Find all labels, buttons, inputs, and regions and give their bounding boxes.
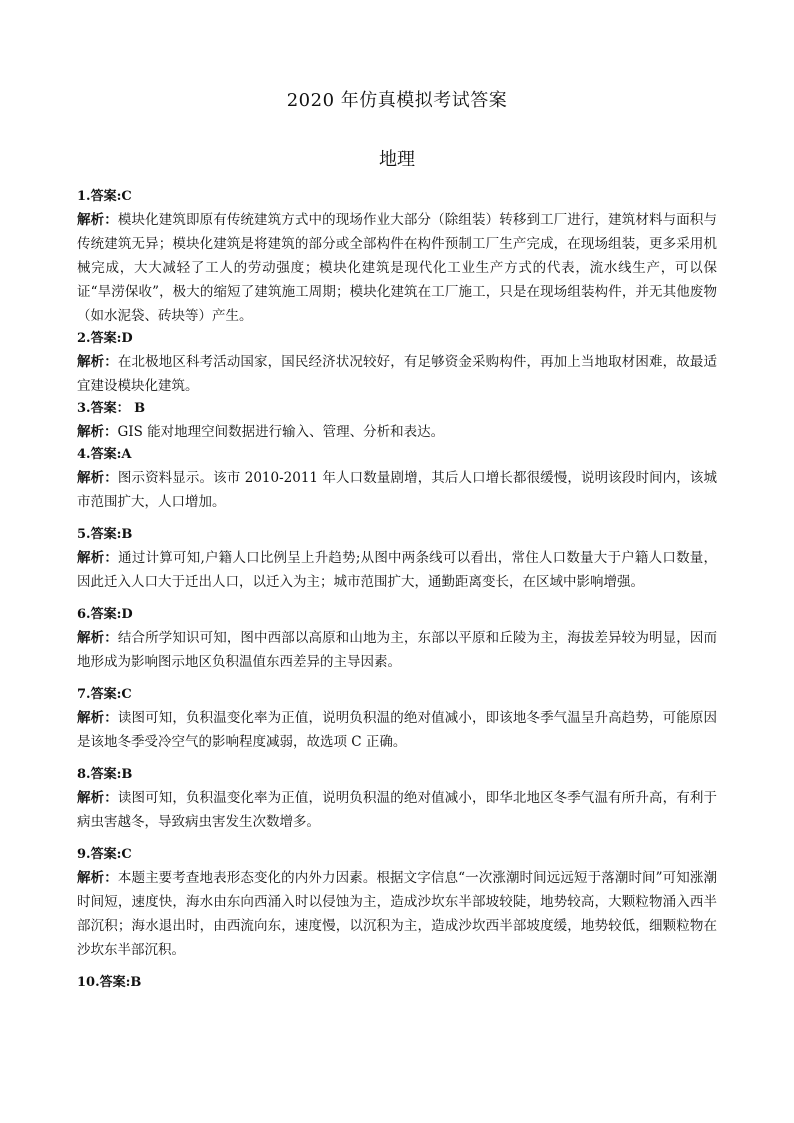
- subject-heading: 地理: [379, 149, 415, 170]
- analysis-label: 解析：: [77, 870, 118, 886]
- explanation: [77, 208, 717, 328]
- answer-line: 5.答案:B: [77, 527, 133, 542]
- explanation: [77, 706, 717, 754]
- question-9: [77, 844, 717, 962]
- analysis-label: 解析：: [77, 470, 118, 486]
- explanation-text: GIS 能对地理空间数据进行输入、管理、分析和表达。: [117, 424, 445, 440]
- answer-list: [77, 186, 717, 994]
- explanation-text: 在北极地区科考活动国家，国民经济状况较好，有足够资金采购构件，再加上当地取材困难，故最适宜建设模块化建筑。: [77, 354, 717, 394]
- answer-line: 7.答案:C: [77, 687, 132, 702]
- question-7: [77, 684, 717, 754]
- explanation-text: 通过计算可知,户籍人口比例呈上升趋势;从图中两条线可以看出，常住人口数量大于户籍人口数量，因此迁入人口大于迁出人口，以迁入为主；城市范围扩大，通勤距离变长，在区域中影响增强。: [77, 550, 718, 590]
- answer-line: 6.答案:D: [77, 607, 133, 622]
- explanation: [77, 546, 717, 594]
- explanation: [77, 466, 717, 514]
- analysis-label: 解析：: [77, 790, 118, 806]
- question-2: [77, 328, 717, 398]
- analysis-label: 解析：: [77, 630, 118, 646]
- page-title: 2020 年仿真模拟考试答案: [286, 90, 508, 111]
- explanation: [77, 866, 717, 962]
- analysis-label: 解析：: [77, 710, 118, 726]
- answer-line: 1.答案:C: [77, 189, 132, 204]
- explanation: [77, 626, 717, 674]
- question-6: [77, 604, 717, 674]
- answer-line: 9.答案:C: [77, 847, 132, 862]
- analysis-label: 解析：: [77, 424, 118, 440]
- explanation-text: 读图可知，负积温变化率为正值，说明负积温的绝对值减小，即该地冬季气温呈升高趋势，可能原因是该地冬季受冷空气的影响程度减弱，故选项 C 正确。: [77, 710, 717, 750]
- question-10: [77, 972, 717, 994]
- analysis-label: 解析：: [77, 550, 119, 566]
- explanation-text: 结合所学知识可知，图中西部以高原和山地为主，东部以平原和丘陵为主，海拔差异较为明显，因而地形成为影响图示地区负积温值东西差异的主导因素。: [77, 630, 717, 670]
- answer-line: 3.答案： B: [77, 401, 146, 416]
- explanation-text: 读图可知，负积温变化率为正值，说明负积温的绝对值减小，即华北地区冬季气温有所升高，有利于病虫害越冬，导致病虫害发生次数增多。: [77, 790, 717, 830]
- answer-line: 2.答案:D: [77, 331, 133, 346]
- explanation-text: 模块化建筑即原有传统建筑方式中的现场作业大部分（除组装）转移到工厂进行，建筑材料与面积与传统建筑无异；模块化建筑是将建筑的部分或全部构件在构件预制工厂生产完成，在现场组装，更多采用机械完成，大大减轻了工人的劳动强度；模块化建筑是现代化工业生产方式的代表，流水线生产，可以保证“旱涝保收”，极大的缩短了建筑施工周期；模块化建筑在工厂施工，只是在现场组装构件，并无其他废物（如水泥袋、砖块等）产生。: [77, 212, 717, 324]
- question-1: [77, 186, 717, 328]
- question-5: [77, 524, 717, 594]
- question-3: [77, 398, 717, 444]
- question-4: [77, 444, 717, 514]
- explanation-text: 本题主要考查地表形态变化的内外力因素。根据文字信息“一次涨潮时间远远短于落潮时间”可知涨潮时间短，速度快，海水由东向西涌入时以侵蚀为主，造成沙坎东半部坡较陡，地势较高，大颗粒物涌入西半部沉积；海水退出时，由西流向东，速度慢，以沉积为主，造成沙坎西半部坡度缓，地势较低，细颗粒物在沙坎东半部沉积。: [77, 870, 718, 958]
- explanation-text: 图示资料显示。该市 2010-2011 年人口数量剧增，其后人口增长都很缓慢，说明该段时间内，该城市范围扩大，人口增加。: [77, 470, 718, 510]
- explanation: [77, 420, 717, 444]
- analysis-label: 解析：: [77, 212, 118, 228]
- explanation: [77, 786, 717, 834]
- answer-line: 4.答案:A: [77, 447, 132, 462]
- question-8: [77, 764, 717, 834]
- answer-line: 8.答案:B: [77, 767, 133, 782]
- explanation: [77, 350, 717, 398]
- answer-line: 10.答案:B: [77, 975, 142, 990]
- analysis-label: 解析：: [77, 354, 118, 370]
